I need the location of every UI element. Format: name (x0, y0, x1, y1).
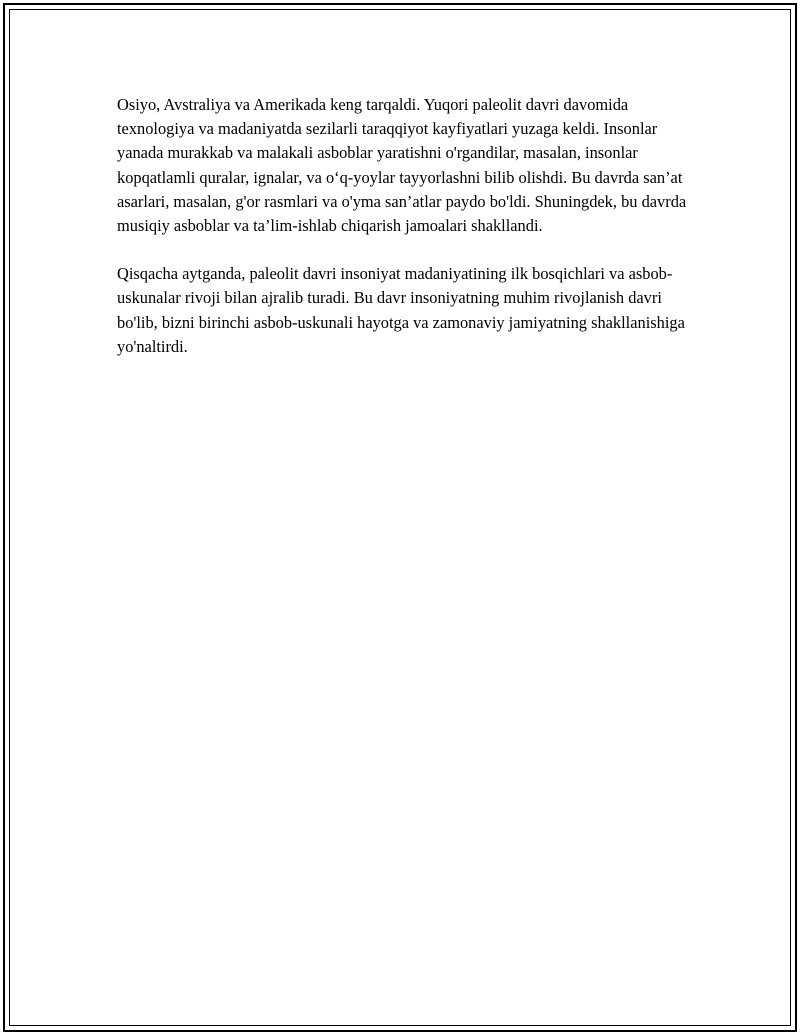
document-body (117, 93, 687, 383)
paragraph-summary: Qisqacha aytganda, paleolit davri insoniyat madaniyatining ilk bosqichlari va asbob-uskunalar rivoji bilan ajralib turadi. Bu davr insoniyatning muhim rivojlanish davri bo'lib, bizni birinchi asbob-uskunali hayotga va zamonaviy jamiyatning shakllanishiga yo'naltirdi. (117, 264, 685, 356)
paragraph-upper-paleolithic: Osiyo, Avstraliya va Amerikada keng tarqaldi. Yuqori paleolit davri davomida texnologiya va madaniyatda sezilarli taraqqiyot kayfiyatlari yuzaga keldi. Insonlar yanada murakkab va malakali asboblar yaratishni o'rgandilar, masalan, insonlar kopqatlamli quralar, ignalar, va o‘q-yoylar tayyorlashni bilib olishdi. Bu davrda san’at asarlari, masalan, g'or rasmlari va o'yma san’atlar paydo bo'ldi. Shuningdek, bu davrda musiqiy asboblar va ta’lim-ishlab chiqarish jamoalari shakllandi. (117, 95, 687, 236)
